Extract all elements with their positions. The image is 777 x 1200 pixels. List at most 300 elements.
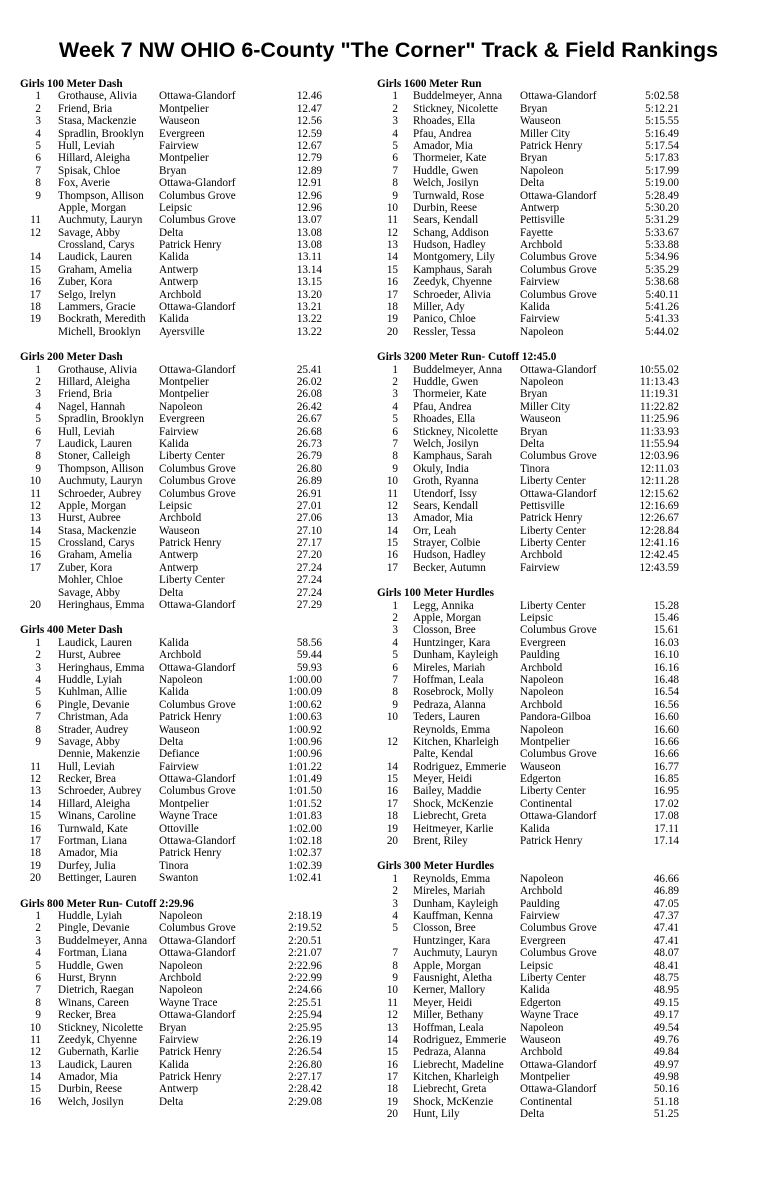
rank-cell: 17 [386,1071,398,1084]
rank-cell: 12 [29,773,41,786]
rank-cell: 16 [386,785,398,798]
result-time: 15.46 [653,612,679,625]
result-time: 1:00.62 [288,698,322,711]
result-time: 1:01.22 [288,760,322,773]
ranking-row [377,600,757,612]
ranking-row [20,1022,400,1034]
rank-cell: 5 [392,413,398,426]
rank-cell: 14 [386,251,398,264]
ranking-row [20,1059,400,1071]
ranking-row [20,115,400,127]
result-time: 1:01.52 [288,797,322,810]
athlete-name: Meyer, Heidi [413,996,473,1009]
school-name: Delta [520,437,545,450]
school-name: Wauseon [520,1033,561,1046]
school-name: Fairview [520,313,560,326]
rank-cell: 1 [35,363,41,376]
athlete-name: Thormeier, Kate [413,152,487,165]
school-name: Leipsic [159,201,192,214]
school-name: Wauseon [520,413,561,426]
ranking-row [20,214,400,226]
result-time: 51.25 [653,1108,679,1121]
athlete-name: Christman, Ada [58,711,129,724]
school-name: Columbus Grove [520,624,597,637]
school-name: Antwerp [159,1083,199,1096]
ranking-row [20,910,400,922]
result-time: 2:26.54 [288,1046,322,1059]
rank-cell: 5 [392,922,398,935]
school-name: Ottawa-Glandorf [520,810,597,823]
athlete-name: Crossland, Carys [58,239,135,252]
school-name: Kalida [159,313,189,326]
school-name: Antwerp [520,201,560,214]
athlete-name: Panico, Chloe [413,313,476,326]
rank-cell: 16 [386,1058,398,1071]
result-time: 12.96 [296,201,322,214]
result-time: 11:19.31 [639,388,679,401]
athlete-name: Teders, Lauren [413,711,480,724]
rank-cell: 14 [386,524,398,537]
rank-cell: 7 [392,164,398,177]
school-name: Delta [159,586,184,599]
athlete-name: Stickney, Nicolette [413,425,499,438]
school-name: Kalida [159,251,189,264]
ranking-row [20,810,400,822]
school-name: Bryan [520,425,548,438]
ranking-row [377,748,757,760]
ranking-row [20,438,400,450]
school-name: Ottawa-Glandorf [159,599,236,612]
rank-cell: 12 [29,499,41,512]
ranking-row [20,426,400,438]
result-time: 10:55.02 [639,363,679,376]
athlete-name: Buddelmeyer, Anna [413,363,503,376]
athlete-name: Pedraza, Alanna [413,1046,486,1059]
rank-cell: 13 [29,512,41,525]
ranking-row [20,649,400,661]
result-time: 26.79 [296,450,322,463]
rank-cell: 11 [387,214,398,227]
rank-cell: 10 [29,1021,41,1034]
ranking-row [377,1083,757,1095]
athlete-name: Apple, Morgan [58,201,127,214]
ranking-row [20,549,400,561]
school-name: Columbus Grove [159,462,236,475]
rank-cell: 17 [29,561,41,574]
school-name: Ottawa-Glandorf [159,661,236,674]
rank-cell: 3 [392,624,398,637]
result-time: 16.03 [653,636,679,649]
ranking-row [20,1034,400,1046]
athlete-name: Rhoades, Ella [413,115,476,128]
ranking-row [20,574,400,586]
result-time: 16.66 [653,748,679,761]
athlete-name: Hull, Leviah [58,139,115,152]
athlete-name: Kuhlman, Allie [58,686,127,699]
athlete-name: Fortman, Liana [58,835,127,848]
school-name: Napoleon [520,872,564,885]
result-time: 13.08 [296,239,322,252]
rank-cell: 17 [29,835,41,848]
athlete-name: Schroeder, Aubrey [58,785,142,798]
school-name: Liberty Center [520,785,586,798]
rank-cell: 6 [392,661,398,674]
ranking-row [377,450,757,462]
school-name: Ottawa-Glandorf [520,189,597,202]
athlete-name: Schroeder, Aubrey [58,487,142,500]
result-time: 5:34.96 [645,251,679,264]
result-time: 1:01.50 [288,785,322,798]
school-name: Wauseon [520,760,561,773]
ranking-row [20,376,400,388]
ranking-row [20,251,400,263]
ranking-row [20,835,400,847]
school-name: Columbus Grove [520,450,597,463]
school-name: Pettisville [520,214,565,227]
ranking-row [377,190,757,202]
athlete-name: Fortman, Liana [58,947,127,960]
school-name: Montpelier [159,797,209,810]
athlete-name: Groth, Ryanna [413,475,479,488]
result-time: 16.54 [653,686,679,699]
rank-cell: 1 [392,90,398,103]
ranking-row [377,724,757,736]
school-name: Tinora [520,462,550,475]
athlete-name: Hull, Leviah [58,760,115,773]
school-name: Kalida [159,437,189,450]
athlete-name: Closson, Bree [413,922,476,935]
rank-cell: 6 [392,425,398,438]
school-name: Kalida [159,636,189,649]
result-time: 13.14 [296,263,322,276]
rank-cell: 2 [35,922,41,935]
athlete-name: Laudick, Lauren [58,1058,132,1071]
school-name: Ottawa-Glandorf [159,177,236,190]
result-time: 2:22.99 [288,971,322,984]
school-name: Bryan [520,152,548,165]
ranking-row [377,711,757,723]
rank-cell: 19 [29,859,41,872]
ranking-row [20,276,400,288]
result-time: 12.46 [296,90,322,103]
athlete-name: Amador, Mia [413,139,473,152]
rank-cell: 9 [35,1009,41,1022]
athlete-name: Dennie, Makenzie [58,748,141,761]
ranking-row [20,313,400,325]
athlete-name: Bockrath, Meredith [58,313,146,326]
ranking-row [377,289,757,301]
result-time: 49.84 [653,1046,679,1059]
rank-cell: 18 [29,301,41,314]
ranking-row [20,960,400,972]
athlete-name: Hillard, Aleigha [58,375,131,388]
athlete-name: Thormeier, Kate [413,388,487,401]
athlete-name: Gubernath, Karlie [58,1046,139,1059]
school-name: Archbold [520,1046,563,1059]
rank-cell: 8 [35,450,41,463]
school-name: Pettisville [520,499,565,512]
school-name: Evergreen [520,636,566,649]
school-name: Ottawa-Glandorf [159,934,236,947]
athlete-name: Graham, Amelia [58,263,132,276]
ranking-row [20,413,400,425]
school-name: Miller City [520,127,571,140]
ranking-row [377,699,757,711]
ranking-row [20,724,400,736]
ranking-row [20,984,400,996]
school-name: Delta [520,1108,545,1121]
school-name: Ottawa-Glandorf [520,487,597,500]
result-time: 5:30.20 [645,201,679,214]
school-name: Bryan [520,102,548,115]
rank-cell: 7 [35,984,41,997]
left-column [20,78,400,1121]
result-time: 5:28.49 [645,189,679,202]
result-time: 17.11 [654,822,679,835]
school-name: Delta [159,226,184,239]
result-time: 13.08 [296,226,322,239]
ranking-row [20,488,400,500]
school-name: Columbus Grove [520,922,597,935]
athlete-name: Spisak, Chloe [58,164,121,177]
school-name: Liberty Center [520,971,586,984]
ranking-row [20,301,400,313]
result-time: 47.41 [653,934,679,947]
result-time: 12:43.59 [639,561,679,574]
athlete-name: Reynolds, Emma [413,872,491,885]
rank-cell: 5 [392,139,398,152]
school-name: Delta [159,735,184,748]
school-name: Montpelier [159,102,209,115]
rank-cell: 13 [29,785,41,798]
school-name: Antwerp [159,263,199,276]
result-time: 11:33.93 [639,425,679,438]
page-title: Week 7 NW OHIO 6-County "The Corner" Track & Field Rankings [58,38,719,62]
athlete-name: Dunham, Kayleigh [413,897,499,910]
result-time: 1:00.09 [288,686,322,699]
rank-cell: 8 [35,996,41,1009]
result-time: 2:19.52 [288,922,322,935]
school-name: Leipsic [159,499,192,512]
result-time: 5:41.33 [645,313,679,326]
ranking-row [377,761,757,773]
event-title: Girls 100 Meter Dash [20,78,123,90]
ranking-row [377,624,757,636]
event-title: Girls 300 Meter Hurdles [377,860,494,873]
rank-cell: 16 [29,822,41,835]
result-time: 5:33.88 [645,239,679,252]
athlete-name: Welch, Josilyn [58,1095,124,1108]
rank-cell: 17 [386,288,398,301]
ranking-row [20,1009,400,1021]
result-time: 12.47 [296,102,322,115]
result-time: 13.21 [296,301,322,314]
rank-cell: 10 [386,984,398,997]
athlete-name: Grothause, Alivia [58,90,137,103]
result-time: 26.02 [296,375,322,388]
school-name: Wayne Trace [159,810,218,823]
athlete-name: Kauffman, Kenna [413,910,493,922]
school-name: Napoleon [159,959,203,972]
school-name: Patrick Henry [159,537,222,550]
ranking-row [20,637,400,649]
ranking-row [20,364,400,376]
school-name: Montpelier [159,375,209,388]
school-name: Columbus Grove [159,922,236,935]
ranking-row [20,463,400,475]
result-time: 16.85 [653,773,679,786]
ranking-row [20,140,400,152]
result-time: 27.10 [296,524,322,537]
ranking-row [20,500,400,512]
rank-cell: 12 [386,499,398,512]
school-name: Evergreen [159,413,205,426]
event-title: Girls 400 Meter Dash [20,624,123,637]
ranking-row [377,612,757,624]
athlete-name: Grothause, Alivia [58,363,137,376]
athlete-name: Durfey, Julia [58,859,116,872]
school-name: Evergreen [159,127,205,140]
athlete-name: Huddle, Gwen [58,959,124,972]
athlete-name: Strader, Audrey [58,723,129,736]
ranking-row [377,413,757,425]
rank-cell: 12 [29,226,41,239]
ranking-row [377,103,757,115]
school-name: Napoleon [159,910,203,922]
rank-cell: 14 [29,251,41,264]
rank-cell: 3 [35,934,41,947]
result-time: 2:25.94 [288,1009,322,1022]
result-time: 17.02 [653,797,679,810]
rank-cell: 13 [386,239,398,252]
rank-cell: 16 [29,276,41,289]
ranking-row [20,785,400,797]
school-name: Ottawa-Glandorf [520,1083,597,1096]
athlete-name: Miller, Ady [413,301,465,314]
ranking-row [20,736,400,748]
ranking-row [20,922,400,934]
ranking-row [377,140,757,152]
result-time: 12.59 [296,127,322,140]
event-section [20,898,400,1109]
ranking-row [20,103,400,115]
ranking-row [377,885,757,897]
result-time: 13.20 [296,288,322,301]
ranking-row [377,1096,757,1108]
rank-cell: 10 [386,711,398,724]
result-time: 2:25.95 [288,1021,322,1034]
athlete-name: Selgo, Irelyn [58,288,116,301]
result-time: 26.42 [296,400,322,413]
athlete-name: Huddle, Gwen [413,375,479,388]
athlete-name: Mireles, Mariah [413,661,486,674]
rank-cell: 15 [29,1083,41,1096]
athlete-name: Buddelmeyer, Anna [413,90,503,103]
ranking-row [377,637,757,649]
ranking-row [20,798,400,810]
ranking-row [377,898,757,910]
result-time: 2:21.07 [288,947,322,960]
ranking-row [20,823,400,835]
school-name: Montpelier [520,735,570,748]
ranking-row [377,873,757,885]
school-name: Columbus Grove [520,748,597,761]
result-time: 15.61 [653,624,679,637]
rank-cell: 3 [35,388,41,401]
ranking-row [377,910,757,922]
school-name: Bryan [520,388,548,401]
ranking-row [20,872,400,884]
athlete-name: Amador, Mia [58,1071,118,1084]
result-time: 2:26.80 [288,1058,322,1071]
result-time: 2:18.19 [288,910,322,922]
athlete-name: Schang, Addison [413,226,489,239]
result-time: 5:41.26 [645,301,679,314]
rank-cell: 16 [29,549,41,562]
ranking-row [20,662,400,674]
athlete-name: Stasa, Mackenzie [58,524,137,537]
ranking-row [377,165,757,177]
result-time: 27.01 [296,499,322,512]
rank-cell: 9 [392,971,398,984]
rank-cell: 13 [386,1021,398,1034]
school-name: Fairview [159,1033,199,1046]
school-name: Archbold [520,661,563,674]
result-time: 1:00.63 [288,711,322,724]
athlete-name: Dunham, Kayleigh [413,649,499,662]
result-time: 59.93 [296,661,322,674]
result-time: 27.24 [296,561,322,574]
school-name: Fairview [520,276,560,289]
athlete-name: Kitchen, Kharleigh [413,1071,499,1084]
ranking-row [377,214,757,226]
ranking-row [377,488,757,500]
result-time: 12:26.67 [639,512,679,525]
result-time: 1:02.00 [288,822,322,835]
school-name: Columbus Grove [159,487,236,500]
athlete-name: Welch, Josilyn [413,437,479,450]
result-time: 13.11 [297,251,322,264]
rank-cell: 16 [29,1095,41,1108]
school-name: Fairview [520,910,560,922]
rank-cell: 4 [35,400,41,413]
athlete-name: Laudick, Lauren [58,437,132,450]
result-time: 13.22 [296,313,322,326]
school-name: Ottawa-Glandorf [159,773,236,786]
athlete-name: Kamphaus, Sarah [413,450,492,463]
ranking-row [377,1108,757,1120]
athlete-name: Hull, Leviah [58,425,115,438]
school-name: Continental [520,1095,573,1108]
result-time: 12:16.69 [639,499,679,512]
school-name: Archbold [520,239,563,252]
athlete-name: Apple, Morgan [58,499,127,512]
rank-cell: 13 [29,1058,41,1071]
school-name: Ottawa-Glandorf [159,301,236,314]
ranking-row [20,847,400,859]
school-name: Columbus Grove [520,263,597,276]
rank-cell: 11 [30,1033,41,1046]
ranking-row [377,1034,757,1046]
rank-cell: 15 [29,537,41,550]
rank-cell: 1 [392,872,398,885]
ranking-row [377,525,757,537]
rank-cell: 11 [30,487,41,500]
result-time: 12:03.96 [639,450,679,463]
rank-cell: 1 [392,363,398,376]
event-section [377,587,757,847]
school-name: Archbold [159,971,202,984]
